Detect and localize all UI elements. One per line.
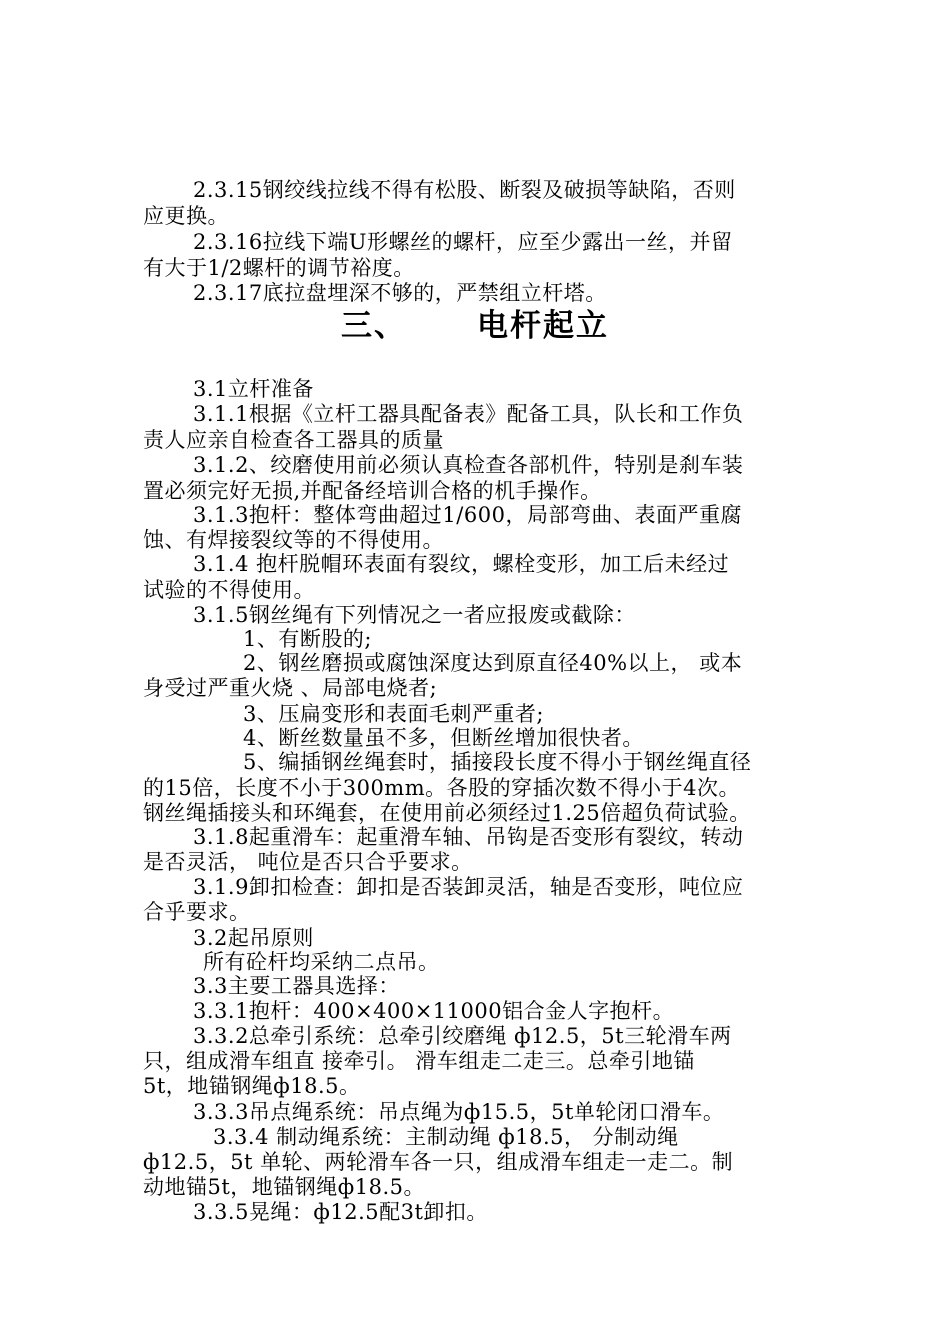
text-line: 3.1.8起重滑车：起重滑车轴、吊钩是否变形有裂纹，转动 (193, 825, 744, 849)
list-item-continuation: 的15倍，长度不小于300mm。各股的穿插次数不得小于4次。 (143, 776, 740, 800)
text-line: 有大于1/2螺杆的调节裕度。 (143, 256, 415, 280)
text-line: ф12.5，5t 单轮、两轮滑车各一只，组成滑车组走一走二。制 (143, 1150, 734, 1174)
subsection-title: 3.3主要工器具选择： (193, 974, 400, 998)
list-item: 4、断丝数量虽不多，但断丝增加很快者。 (243, 726, 644, 750)
text-line: 3.1.4 抱杆脱帽环表面有裂纹，螺栓变形，加工后未经过 (193, 552, 730, 576)
text-line: 3.3.2总牵引系统：总牵引绞磨绳 ф12.5，5t三轮滑车两 (193, 1024, 732, 1048)
text-line: 责人应亲自检查各工器具的质量 (143, 428, 444, 452)
text-line: 3.3.1抱杆：400×400×11000铝合金人字抱杆。 (193, 999, 675, 1023)
list-item: 1、有断股的; (243, 627, 372, 651)
text-line: 2.3.17底拉盘埋深不够的，严禁组立杆塔。 (193, 281, 607, 305)
subsection-title: 3.1立杆准备 (193, 377, 314, 401)
text-line: 3.1.5钢丝绳有下列情况之一者应报废或截除： (193, 603, 636, 627)
text-line: 试验的不得使用。 (143, 578, 315, 602)
text-line: 所有砼杆均采纳二点吊。 (203, 950, 440, 974)
section-title: 电杆起立 (477, 308, 609, 344)
list-item: 3、压扁变形和表面毛刺严重者; (243, 702, 544, 726)
list-item-continuation: 钢丝绳插接头和环绳套，在使用前必须经过1.25倍超负荷试验。 (143, 801, 751, 825)
text-line: 应更换。 (143, 204, 229, 228)
text-line: 3.1.2、绞磨使用前必须认真检查各部机件，特别是刹车装 (193, 453, 744, 477)
text-line: 3.1.1根据《立杆工器具配备表》配备工具，队长和工作负 (193, 402, 744, 426)
text-line: 蚀、有焊接裂纹等的不得使用。 (143, 528, 444, 552)
text-line: 置必须完好无损,并配备经培训合格的机手操作。 (143, 479, 602, 503)
list-item: 5、编插钢丝绳套时，插接段长度不得小于钢丝绳直径 (243, 750, 752, 774)
text-line: 2.3.16拉线下端U形螺丝的螺杆，应至少露出一丝，并留 (193, 230, 733, 254)
text-line: 3.1.9卸扣检查：卸扣是否装卸灵活，轴是否变形，吨位应 (193, 875, 744, 899)
subsection-title: 3.2起吊原则 (193, 926, 314, 950)
list-item: 2、钢丝磨损或腐蚀深度达到原直径40%以上， 或本 (243, 651, 743, 675)
list-item-continuation: 身受过严重火烧 、局部电烧者; (143, 676, 438, 700)
text-line: 合乎要求。 (143, 900, 251, 924)
text-line: 是否灵活， 吨位是否只合乎要求。 (143, 850, 473, 874)
text-line: 3.3.5晃绳：ф12.5配3t卸扣。 (193, 1200, 488, 1224)
text-line: 3.1.3抱杆：整体弯曲超过1/600，局部弯曲、表面严重腐 (193, 503, 742, 527)
text-line: 3.3.3吊点绳系统：吊点绳为ф15.5，5t单轮闭口滑车。 (193, 1100, 725, 1124)
section-number: 三、 (341, 308, 407, 344)
text-line: 3.3.4 制动绳系统：主制动绳 ф18.5， 分制动绳 (213, 1125, 679, 1149)
text-line: 只，组成滑车组直 接牵引。 滑车组走二走三。总牵引地锚 (143, 1049, 695, 1073)
text-line: 2.3.15钢绞线拉线不得有松股、断裂及破损等缺陷，否则 (193, 178, 736, 202)
text-line: 5t，地锚钢绳ф18.5。 (143, 1074, 361, 1098)
section-heading (0, 306, 950, 346)
text-line: 动地锚5t，地锚钢绳ф18.5。 (143, 1175, 425, 1199)
